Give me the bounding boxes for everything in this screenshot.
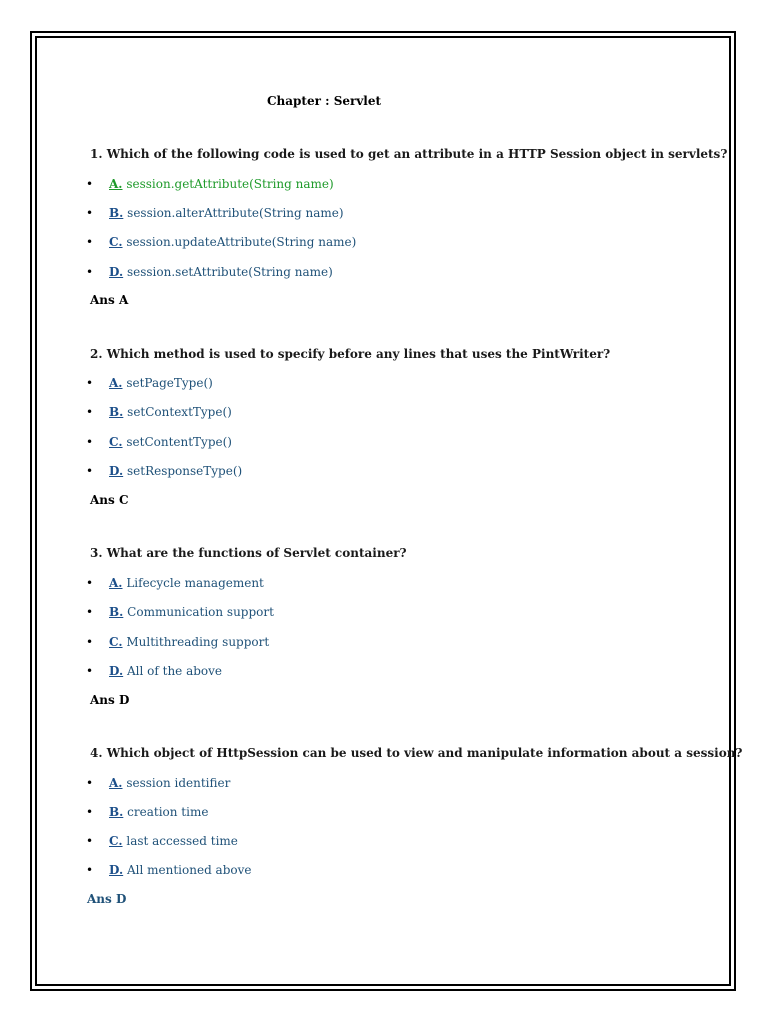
- option-letter[interactable]: D.: [109, 265, 124, 279]
- option-letter[interactable]: D.: [109, 664, 124, 678]
- bullet-icon: •: [86, 435, 94, 449]
- option-letter[interactable]: B.: [109, 405, 124, 419]
- option-letter[interactable]: D.: [109, 863, 124, 877]
- option-letter[interactable]: C.: [109, 435, 123, 449]
- option-letter[interactable]: A.: [109, 576, 123, 590]
- bullet-icon: •: [86, 405, 94, 419]
- option-text: Communication support: [127, 605, 274, 619]
- answer-2: Ans C: [90, 493, 129, 507]
- bullet-icon: •: [86, 265, 94, 279]
- bullet-icon: •: [86, 776, 94, 790]
- option-text: setContextType(): [127, 405, 232, 419]
- question-3: 3. What are the functions of Servlet container?: [90, 546, 407, 560]
- option-letter[interactable]: A.: [109, 177, 123, 191]
- bullet-icon: •: [86, 376, 94, 390]
- q4-option-b[interactable]: [86, 805, 208, 819]
- q1-option-a[interactable]: [86, 177, 334, 191]
- q3-option-c[interactable]: [86, 635, 269, 649]
- option-text: session identifier: [126, 776, 231, 790]
- q2-option-a[interactable]: [86, 376, 213, 390]
- q4-option-c[interactable]: [86, 834, 238, 848]
- bullet-icon: •: [86, 863, 94, 877]
- option-text: Lifecycle management: [126, 576, 264, 590]
- option-text: creation time: [127, 805, 209, 819]
- bullet-icon: •: [86, 605, 94, 619]
- question-1: 1. Which of the following code is used to get an attribute in a HTTP Session object in servlets?: [90, 147, 728, 161]
- q1-option-b[interactable]: [86, 206, 344, 220]
- option-letter[interactable]: B.: [109, 805, 124, 819]
- option-letter[interactable]: C.: [109, 834, 123, 848]
- bullet-icon: •: [86, 664, 94, 678]
- bullet-icon: •: [86, 834, 94, 848]
- bullet-icon: •: [86, 206, 94, 220]
- option-letter[interactable]: C.: [109, 235, 123, 249]
- chapter-title: Chapter : Servlet: [266, 94, 382, 108]
- q1-option-c[interactable]: [86, 235, 356, 249]
- bullet-icon: •: [86, 464, 94, 478]
- q2-option-b[interactable]: [86, 405, 232, 419]
- bullet-icon: •: [86, 805, 94, 819]
- question-4: 4. Which object of HttpSession can be used to view and manipulate information about a session?: [90, 746, 743, 760]
- answer-3: Ans D: [90, 693, 130, 707]
- question-2: 2. Which method is used to specify before any lines that uses the PintWriter?: [90, 347, 611, 361]
- q3-option-a[interactable]: [86, 576, 264, 590]
- bullet-icon: •: [86, 635, 94, 649]
- option-text: last accessed time: [126, 834, 238, 848]
- option-text: session.setAttribute(String name): [126, 265, 333, 279]
- option-text: All mentioned above: [126, 863, 252, 877]
- q3-option-b[interactable]: [86, 605, 274, 619]
- q4-option-d[interactable]: [86, 863, 252, 877]
- option-letter[interactable]: A.: [109, 776, 123, 790]
- option-letter[interactable]: C.: [109, 635, 123, 649]
- q4-option-a[interactable]: [86, 776, 230, 790]
- option-letter[interactable]: B.: [109, 605, 124, 619]
- option-text: setContentType(): [126, 435, 232, 449]
- q1-option-d[interactable]: [86, 265, 333, 279]
- option-text: session.getAttribute(String name): [126, 177, 334, 191]
- bullet-icon: •: [86, 235, 94, 249]
- option-letter[interactable]: D.: [109, 464, 124, 478]
- q2-option-d[interactable]: [86, 464, 242, 478]
- option-text: session.updateAttribute(String name): [126, 235, 357, 249]
- q3-option-d[interactable]: [86, 664, 222, 678]
- option-text: setResponseType(): [126, 464, 243, 478]
- option-letter[interactable]: B.: [109, 206, 124, 220]
- bullet-icon: •: [86, 576, 94, 590]
- option-text: Multithreading support: [126, 635, 270, 649]
- option-text: All of the above: [126, 664, 223, 678]
- q2-option-c[interactable]: [86, 435, 232, 449]
- answer-1: Ans A: [90, 293, 129, 307]
- option-text: setPageType(): [126, 376, 213, 390]
- answer-4: Ans D: [87, 892, 127, 906]
- option-text: session.alterAttribute(String name): [127, 206, 344, 220]
- bullet-icon: •: [86, 177, 94, 191]
- option-letter[interactable]: A.: [109, 376, 123, 390]
